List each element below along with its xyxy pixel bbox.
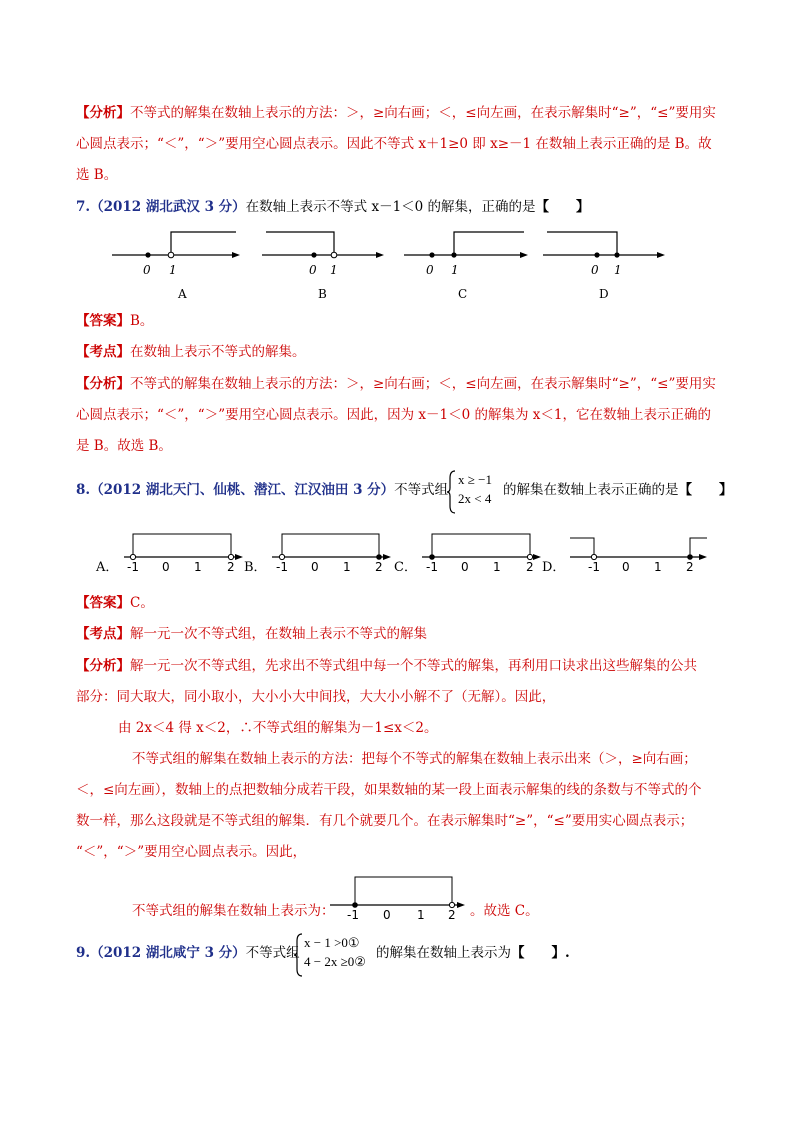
svg-text:-1: -1	[347, 908, 359, 922]
q8-point: 【考点】解一元一次不等式组，在数轴上表示不等式的解集	[76, 626, 427, 642]
q8-system-row2: 2x < 4	[458, 491, 492, 506]
q9-system	[304, 933, 366, 971]
q9-label: 9.（2012 湖北咸宁 3 分）	[76, 945, 246, 961]
svg-text:-1: -1	[588, 560, 600, 574]
q9-system-row2: 4 − 2x ≥0②	[304, 954, 366, 969]
svg-text:2: 2	[526, 560, 534, 574]
svg-text:0: 0	[383, 908, 391, 922]
q7-option-a-figure	[112, 224, 252, 308]
q7-analysis-line2: 心圆点表示；“＜”，“＞”要用空心圆点表示。因此，因为 x－1＜0 的解集为 x＜1，它在数轴上表示正确的	[76, 407, 711, 423]
svg-text:-1: -1	[127, 560, 139, 574]
q7-bracket: 【 】	[535, 199, 590, 215]
q7-a-tick0: 0	[143, 263, 151, 277]
q8-option-c-figure	[394, 528, 542, 580]
q8-analysis-line4: 不等式组的解集在数轴上表示的方法：把每个不等式的解集在数轴上表示出来（＞，≥向右画；	[132, 751, 697, 767]
svg-text:1: 1	[194, 560, 202, 574]
q8-analysis-line2: 部分：同大取大，同小取小，大小小大中间找，大大小小解不了（无解）。因此，	[76, 689, 556, 705]
q7-a-tick1: 1	[169, 263, 177, 277]
q7-label: 7.（2012 湖北武汉 3 分）	[76, 199, 246, 215]
q7-d-tick0: 0	[591, 263, 599, 277]
q8-analysis-line1: 【分析】解一元一次不等式组，先求出不等式组中每一个不等式的解集，再利用口诀求出这些解集的公共	[76, 658, 697, 674]
q6-analysis-line1: 【分析】不等式的解集在数轴上表示的方法：＞，≥向右画；＜，≤向左画，在表示解集时“≥”，“≤”要用实	[76, 105, 716, 121]
svg-text:-1: -1	[426, 560, 438, 574]
q7-b-tick1: 1	[330, 263, 338, 277]
q8-stem: 8.（2012 湖北天门、仙桃、潜江、江汉油田 3 分）不等式组	[76, 482, 449, 498]
q6-analysis-line3: 选 B。	[76, 167, 118, 183]
q7-c-letter: C	[458, 287, 468, 301]
svg-text:-1: -1	[276, 560, 288, 574]
svg-text:1: 1	[417, 908, 425, 922]
q7-c-tick1: 1	[451, 263, 459, 277]
q8-stem-end: 的解集在数轴上表示正确的是【 】	[503, 482, 733, 498]
q7-analysis-line3: 是 B。故选 B。	[76, 438, 172, 454]
q7-analysis-line1: 【分析】不等式的解集在数轴上表示的方法：＞，≥向右画；＜，≤向左画，在表示解集时“≥”，“≤”要用实	[76, 376, 716, 392]
q8-answer: 【答案】C。	[76, 595, 154, 611]
q7-point: 【考点】在数轴上表示不等式的解集。	[76, 344, 306, 360]
svg-text:2: 2	[227, 560, 235, 574]
q8-option-b-figure	[244, 528, 392, 580]
q8-d-letter: D．	[542, 560, 566, 575]
q8-analysis-line5: ＜，≤向左画），数轴上的点把数轴分成若干段，如果数轴的某一段上面表示解集的线的条数与不等式的个	[76, 782, 702, 798]
q7-c-tick0: 0	[426, 263, 434, 277]
q8-c-letter: C．	[394, 560, 417, 575]
q9-system-brace	[294, 933, 304, 977]
q8-b-letter: B．	[244, 560, 267, 575]
svg-text:2: 2	[686, 560, 694, 574]
q8-analysis-line8: 不等式组的解集在数轴上表示为：	[132, 903, 335, 919]
q8-system	[458, 470, 492, 508]
q9-stem: 9.（2012 湖北咸宁 3 分）不等式组	[76, 945, 300, 961]
q8-analysis-line3: 由 2x＜4 得 x＜2，∴不等式组的解集为－1≤x＜2。	[118, 720, 438, 736]
svg-text:1: 1	[493, 560, 501, 574]
q8-solution-numberline	[330, 870, 470, 926]
q8-label: 8.（2012 湖北天门、仙桃、潜江、江汉油田 3 分）	[76, 482, 395, 498]
q7-stem	[76, 198, 726, 216]
q8-a-letter: A．	[96, 560, 119, 575]
svg-text:1: 1	[343, 560, 351, 574]
q8-analysis-line6: 数一样，那么这段就是不等式组的解集．有几个就要几个。在表示解集时“≥”，“≤”要用实心圆点表示；	[76, 813, 694, 829]
q7-text: 在数轴上表示不等式 x－1＜0 的解集，正确的是	[245, 199, 536, 215]
svg-text:1: 1	[654, 560, 662, 574]
q8-analysis-end: 。故选 C。	[470, 903, 539, 919]
q8-system-brace	[447, 470, 457, 514]
q7-b-tick0: 0	[309, 263, 317, 277]
q8-analysis-line7: “＜”，“＞”要用空心圆点表示。因此，	[76, 844, 307, 860]
q7-option-d-figure	[543, 224, 683, 308]
q7-option-c-figure	[404, 224, 544, 308]
q7-b-letter: B	[318, 287, 327, 301]
svg-text:2: 2	[448, 908, 456, 922]
q8-system-row1: x ≥ −1	[458, 472, 492, 487]
q8-option-d-figure	[542, 528, 712, 580]
svg-text:0: 0	[162, 560, 170, 574]
svg-text:0: 0	[622, 560, 630, 574]
q6-analysis-line2: 心圆点表示；“＜”，“＞”要用空心圆点表示。因此不等式 x＋1≥0 即 x≥－1 在数轴上表示正确的是 B。故	[76, 136, 712, 152]
svg-text:0: 0	[461, 560, 469, 574]
q7-answer: 【答案】B。	[76, 313, 154, 329]
q7-d-tick1: 1	[614, 263, 622, 277]
q9-stem-end: 的解集在数轴上表示为【 】.	[376, 945, 570, 961]
q7-a-letter: A	[178, 287, 187, 301]
svg-text:0: 0	[311, 560, 319, 574]
q7-d-letter: D	[599, 287, 609, 301]
q8-option-a-figure	[96, 528, 244, 580]
svg-text:2: 2	[375, 560, 383, 574]
q9-system-row1: x − 1 >0①	[304, 935, 360, 950]
analysis-tag: 【分析】	[76, 105, 130, 121]
q7-option-b-figure	[262, 224, 402, 308]
